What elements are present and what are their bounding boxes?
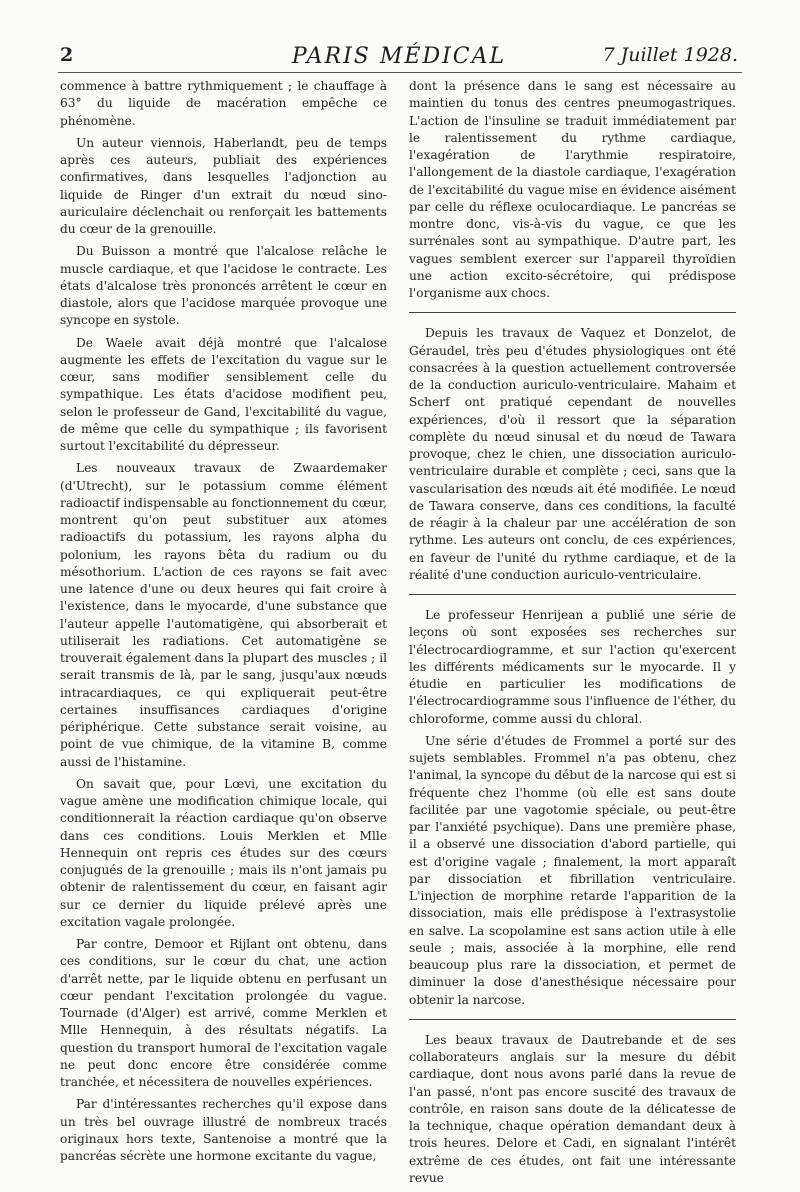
journal-title: PARIS MÉDICAL bbox=[291, 44, 507, 69]
header-rule bbox=[58, 72, 742, 73]
running-header bbox=[60, 44, 738, 70]
right-block-1 bbox=[409, 78, 736, 302]
paragraph: Une série d'études de Frommel a porté sur des sujets semblables. Frommel n'a pas obtenu, chez l'animal, la syncope du début de la narcose qui est si fréquente chez l'homme (où elle est sans doute facilitée par une vagotomie spéciale, ou peut-être par l'anxiété psychique). Dans une première phase, il a observé une dissociation d'abord partielle, qui est d'origine vagale ; finalement, la mort apparaît par dissociation et fibrillation ventriculaire. L'injection de morphine retarde l'apparition de la dissociation, mais elle prédispose à l'extrasystolie en salve. La scopolamine est sans action utile à elle seule ; mais, associée à la morphine, elle rend beaucoup plus rare la dissociation, et permet de diminuer la dose d'anesthésique nécessaire pour obtenir la narcose. bbox=[409, 733, 736, 1007]
page-number: 2 bbox=[60, 44, 74, 66]
section-separator bbox=[409, 594, 736, 595]
paragraph: Les beaux travaux de Dautrebande et de ses collaborateurs anglais sur la mesure du débit cardiaque, dont nous avons parlé dans la revue de l'an passé, n'ont pas encore suscité des travaux de contrôle, en raison sans doute de la délicatesse de la technique, chaque opération demandant deux à trois heures. Delore et Cadi, en signalant l'intérêt extrême de ces études, ont fait une intéressante revue bbox=[409, 1032, 736, 1185]
issue-date: 7 Juillet 1928. bbox=[602, 44, 738, 66]
paragraph: Depuis les travaux de Vaquez et Donzelot, de Géraudel, très peu d'études physiologiques ont été consacrées à la question actuellement controversée de la conduction auriculo-ventriculaire. Mahaim et Scherf ont pratiqué cependant de nouvelles expériences, d'où il ressort que la séparation complète du nœud sinusal et du nœud de Tawara provoque, chez le chien, une dissociation auriculo-ventriculaire durable et complète ; ceci, sans que la vascularisation des nœuds ait été modifiée. Le nœud de Tawara conserve, dans ces conditions, la faculté de réagir à la chaleur par une accélération de son rythme. Les auteurs ont conclu, de ces expériences, en faveur de l'unité du rythme cardiaque, et de la réalité d'une conduction auriculo-ventriculaire. bbox=[409, 326, 736, 582]
right-block-3 bbox=[409, 607, 736, 1009]
paragraph: Par contre, Demoor et Rijlant ont obtenu, dans ces conditions, sur le cœur du chat, une action d'arrêt nette, par le liquide obtenu en perfusant un cœur pendant l'excitation prolongée du vague. Tournade (d'Alger) est arrivé, comme Merklen et Mlle Hennequin, à des résultats négatifs. La question du transport humoral de l'excitation vagale ne peut donc encore être considérée comme tranchée, et nécessitera de nouvelles expériences. bbox=[60, 937, 387, 1089]
section-separator bbox=[409, 1019, 736, 1020]
paragraph: Le professeur Henrijean a publié une série de leçons où sont exposées ses recherches sur l'électrocardiogramme, et sur l'action qu'exercent les différents médicaments sur le myocarde. Il y étudie en particulier les modifications de l'électrocardiogramme sous l'influence de l'éther, du chloroforme, comme aussi du chloral. bbox=[409, 608, 736, 726]
right-block-2 bbox=[409, 325, 736, 584]
paragraph: dont la présence dans le sang est nécessaire au maintien du tonus des centres pneumogastriques. L'action de l'insuline se traduit immédiatement par le ralentissement du rythme cardiaque, l'exagération de l'arythmie respiratoire, l'allongement de la diastole cardiaque, l'exagération de l'excitabilité du vague mise en évidence aisément par celle du réflexe oculocardiaque. Le pancréas se montre donc, vis-à-vis du vague, ce que les surrénales sont au sympathique. D'autre part, les vagues semblent exercer sur l'appareil thyroïdien une action excito-sécrétoire, qui prédispose l'organisme aux chocs. bbox=[409, 79, 736, 300]
left-column bbox=[60, 78, 387, 1170]
paragraph: Par d'intéressantes recherches qu'il expose dans un très bel ouvrage illustré de nombreux tracés originaux hors texte, Santenoise a montré que la pancréas sécrète une hormone excitante du vague, bbox=[60, 1097, 387, 1163]
right-column bbox=[409, 78, 736, 1192]
paragraph: Les nouveaux travaux de Zwaardemaker (d'Utrecht), sur le potassium comme élément radioactif indispensable au fonctionnement du cœur, montrent qu'on peut substituer aux atomes radioactifs du potassium, les rayons alpha du polonium, les rayons bêta du radium ou du mésothorium. L'action de ces rayons se fait avec une latence d'une ou deux heures qui fait croire à l'existence, dans le myocarde, d'une substance que l'auteur appelle l'automatigène, qui absorberait et utiliserait les radiations. Cet automatigène se trouverait également dans la plupart des muscles ; il serait transmis de là, par le sang, jusqu'aux nœuds intracardiaques, ce qui expliquerait peut-être certaines insuffisances cardiaques d'origine périphérique. Cette substance serait voisine, au point de vue chimique, de la vitamine B, comme aussi de l'histamine. bbox=[60, 461, 387, 769]
paragraph: commence à battre rythmiquement ; le chauffage à 63° du liquide de macération empêche ce phénomène. bbox=[60, 79, 387, 128]
paragraph: De Waele avait déjà montré que l'alcalose augmente les effets de l'excitation du vague sur le cœur, sans modifier sensiblement celle du sympathique. Les états d'acidose modifient peu, selon le professeur de Gand, l'excitabilité du vague, de même que celle du sympathique ; ils favorisent surtout l'excitabilité du dépresseur. bbox=[60, 335, 387, 453]
paragraph: Du Buisson a montré que l'alcalose relâche le muscle cardiaque, et que l'acidose le contracte. Les états d'alcalose très prononcés arrêtent le cœur en diastole, alors que l'acidose marquée provoque une syncope en systole. bbox=[60, 244, 387, 328]
section-separator bbox=[409, 312, 736, 313]
paragraph: Un auteur viennois, Haberlandt, peu de temps après ces auteurs, publiait des expériences confirmatives, dans lesquelles l'adjonction au liquide de Ringer d'un extrait du nœud sino-auriculaire déclenchait ou renforçait les battements du cœur de la grenouille. bbox=[60, 135, 387, 236]
right-block-4 bbox=[409, 1032, 736, 1187]
paragraph: On savait que, pour Lœvi, une excitation du vague amène une modification chimique locale, qui conditionnerait la réaction cardiaque qu'on observe dans ces conditions. Louis Merklen et Mlle Hennequin ont repris ces études sur des cœurs conjugués de la grenouille ; mais ils n'ont jamais pu obtenir de ralentissement du cœur, en faisant agir sur ce dernier du liquide prélevé après une excitation vagale prolongée. bbox=[60, 776, 387, 929]
